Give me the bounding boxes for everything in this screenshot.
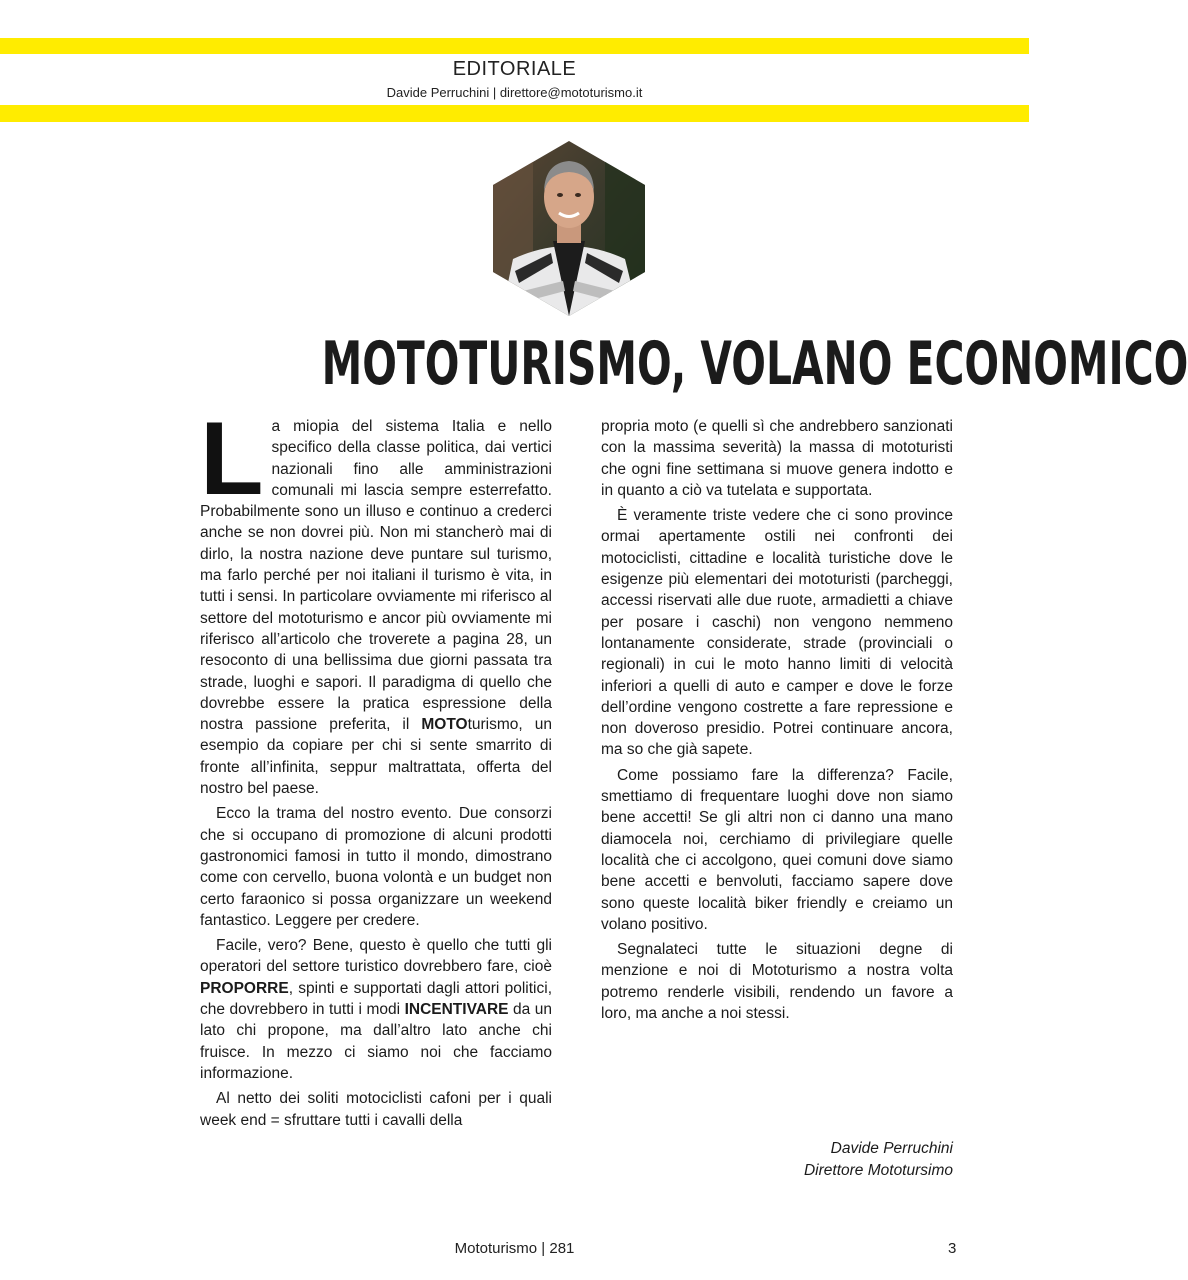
article-headline: MOTOTURISMO, VOLANO ECONOMICO <box>321 329 1188 399</box>
footer-publication: Mototurismo | 281 <box>454 1240 575 1257</box>
paragraph-4-start: Al netto dei soliti motociclisti cafoni per i quali week end = sfruttare tutti i cavalli della <box>200 1090 552 1129</box>
paragraph-6: Come possiamo fare la differenza? Facile, smettiamo di frequentare luoghi dove non siamo bene accetti! Se gli altri non ci danno una mano diamocela noi, cerchiamo di privilegiare quelle località che ci accolgono, quei comuni dove siamo bene accetti e benvoluti, facciamo sapere dove sono queste località biker friendly e creiamo un volano positivo. <box>601 766 953 933</box>
header-byline: Davide Perruchini | direttore@mototurismo.it <box>386 85 643 100</box>
page-number: 3 <box>948 1240 957 1257</box>
signature-name: Davide Perruchini <box>830 1140 953 1157</box>
drop-cap: L <box>200 401 264 517</box>
header-bottom-band <box>0 105 1029 122</box>
paragraph-3: Facile, vero? Bene, questo è quello che tutti gli operatori del settore turistico dovrebbero fare, cioè PROPORRE, spinti e supportati dagli attori politici, che dovrebbero in tutti i modi INCENTIVARE da un lato chi propone, ma dall’altro lato anche chi fruisce. In mezzo ci siamo noi che facciamo informazione. <box>200 937 552 1082</box>
article-column-right <box>601 416 953 1028</box>
article-column-left <box>200 401 553 1135</box>
section-title: EDITORIALE <box>452 58 577 80</box>
paragraph-1: La miopia del sistema Italia e nello specifico della classe politica, dai vertici nazionali fino alle amministrazioni comunali mi lascia sempre esterrefatto. Probabilmente sono un illuso e continuo a crederci anche se non dovrei più. Non mi stancherò mai di dirlo, la nostra nazione deve puntare sul turismo, ma farlo perché per noi italiani il turismo è vita, in tutti i sensi. In particolare ovviamente mi riferisco al settore del mototurismo e ancor più ovviamente mi riferisco all’articolo che troverete a pagina 28, un resoconto di una bellissima due giorni passata tra strade, luoghi e sapori. Il paradigma di quello che dovrebbe essere la pratica espressione della nostra passione preferita, il MOTOturismo, un esempio da copiare per chi si sente smarrito di fronte all’infinita, seppur maltrattata, offerta del nostro bel paese. <box>200 401 553 798</box>
bold-moto: MOTO <box>421 716 468 734</box>
signature <box>804 1138 953 1182</box>
paragraph-5: È veramente triste vedere che ci sono province ormai apertamente ostili nei confronti dei motociclisti, cittadine e località turistiche dove le esigenze più elementari dei mototuristi (parcheggi, accessi riservati alle due ruote, armadietti a chiave per posare i caschi) non vengono nemmeno lontanamente considerate, strade (provinciali o regionali) in cui le moto hanno limiti di velocità inferiori a quelli di auto e camper e dove le forze dell’ordine vengono costrette a fare repressione e non doveroso presidio. Potrei continuare ancora, ma so che già sapete. <box>601 507 953 759</box>
bold-proporre: PROPORRE <box>200 979 289 997</box>
bold-incentivare: INCENTIVARE <box>404 1001 509 1019</box>
paragraph-7: Segnalateci tutte le situazioni degne di menzione e noi di Mototurismo a nostra volta potremo renderle visibili, rendendo un favore a loro, ma anche a noi stessi. <box>601 941 953 1023</box>
signature-role: Direttore Mototursimo <box>803 1162 953 1179</box>
paragraph-2: Ecco la trama del nostro evento. Due consorzi che si occupano di promozione di alcuni prodotti gastronomici famosi in tutto il mondo, dimostrano come con cervello, buona volontà e un budget non certo faraonico si possa organizzare un weekend fantastico. Leggere per credere. <box>200 805 552 929</box>
author-portrait <box>493 141 645 316</box>
paragraph-4-continued: propria moto (e quelli sì che andrebbero sanzionati con la massima severità) la massa di mototuristi che ogni fine settimana si muove genera indotto e in quanto a ciò va tutelata e supportata. <box>601 418 953 499</box>
header-top-band <box>0 38 1029 54</box>
